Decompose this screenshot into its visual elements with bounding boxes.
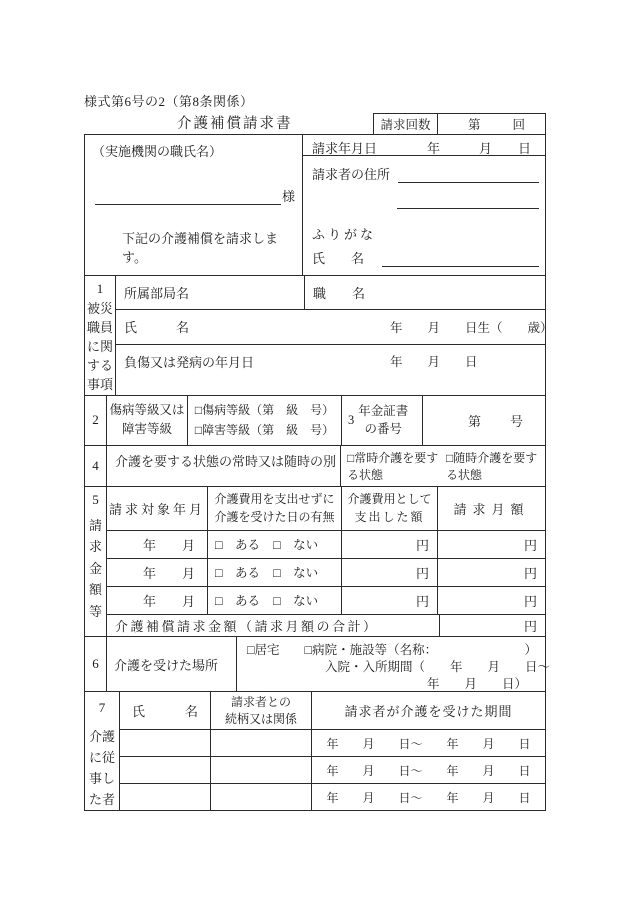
section-4-care-state bbox=[85, 446, 545, 487]
monthly-amount-cell[interactable]: 円 bbox=[523, 537, 537, 553]
injury-date-label: 負傷又は発病の年月日 bbox=[124, 354, 255, 370]
claimant-name-field[interactable] bbox=[382, 251, 539, 267]
claim-date-row bbox=[303, 135, 545, 156]
monthly-amount-cell[interactable]: 円 bbox=[523, 565, 537, 581]
employee-name-cell[interactable] bbox=[116, 310, 553, 345]
pension-number-suffix: 号 bbox=[509, 413, 523, 429]
employee-name-label: 氏 名 bbox=[124, 320, 190, 335]
relation-header-line2: 続柄又は関係 bbox=[224, 711, 297, 726]
admission-period-end-fields[interactable]: 年 月 日） bbox=[427, 677, 528, 692]
care-state-label: 介護を要する状態の常時又は随時の別 bbox=[107, 446, 341, 486]
pension-label-line2: の番号 bbox=[364, 422, 403, 437]
checkbox-occasional-care[interactable]: □随時介護を要する状態 bbox=[446, 450, 538, 482]
target-month-cell[interactable]: 年 月 bbox=[107, 587, 208, 614]
column-header-monthly-amount: 請求月額 bbox=[453, 501, 530, 517]
relation-header-line1: 請求者との bbox=[230, 694, 291, 709]
checkbox-home-hospital[interactable]: □居宅 □病院・施設等（名称： bbox=[247, 643, 438, 658]
section-2-number: 2 bbox=[85, 396, 107, 445]
checkbox-days-yes[interactable]: □ ある bbox=[215, 566, 261, 581]
checkbox-constant-care[interactable]: □常時介護を要する状態 bbox=[347, 450, 439, 482]
pension-label-line1: 年金証書 bbox=[358, 404, 409, 419]
claimant-address-field-1[interactable] bbox=[398, 166, 539, 183]
pension-number-cell[interactable] bbox=[423, 396, 545, 445]
claim-row-1 bbox=[107, 531, 545, 559]
paid-amount-cell[interactable]: 円 bbox=[342, 559, 438, 586]
caregiver-name-header-2: 名 bbox=[184, 704, 198, 720]
care-period-cell[interactable]: 年 月 日～ 年 月 日 bbox=[326, 790, 531, 805]
department-label: 所属部局名 bbox=[124, 285, 190, 301]
furigana-label: ふりがな bbox=[312, 227, 377, 242]
section-7-number: 7 bbox=[98, 700, 106, 716]
section-7-caregivers bbox=[85, 692, 545, 810]
injury-date-fields: 年 月 日 bbox=[390, 354, 478, 369]
paid-amount-cell[interactable]: 円 bbox=[342, 587, 438, 614]
care-period-cell[interactable]: 年 月 日～ 年 月 日 bbox=[326, 736, 531, 751]
care-period-header: 請求者が介護を受けた期間 bbox=[344, 704, 513, 720]
claim-count-value[interactable] bbox=[438, 114, 545, 134]
pension-number-prefix: 第 bbox=[468, 413, 482, 429]
column-header-paid-line2: 支出した額 bbox=[354, 510, 425, 525]
section-3-number: 3 bbox=[348, 412, 355, 427]
caregiver-name-cell[interactable] bbox=[120, 784, 211, 810]
position-cell[interactable] bbox=[305, 276, 545, 309]
declaration-text: 下記の介護補償を請求します。 bbox=[122, 231, 279, 265]
claimant-name-label: 氏 名 bbox=[312, 251, 365, 266]
top-section bbox=[85, 135, 545, 276]
caregiver-relation-cell[interactable] bbox=[211, 757, 312, 783]
section-6-number: 6 bbox=[85, 637, 107, 691]
month-label: 月 bbox=[479, 141, 493, 156]
claimant-box bbox=[303, 135, 545, 275]
claim-date-label: 請求年月日 bbox=[312, 141, 378, 156]
checkbox-days-yes[interactable]: □ ある bbox=[215, 538, 261, 553]
section-1-injured-employee bbox=[85, 276, 553, 397]
section-1-number: 1 bbox=[96, 280, 104, 296]
section-6-care-place bbox=[85, 637, 551, 692]
claim-count-label: 請求回数 bbox=[374, 114, 438, 134]
form-title: 介護補償請求書 bbox=[177, 116, 293, 132]
section-1-side-label: 被災職員に関する事項 bbox=[86, 300, 113, 392]
caregiver-row-2 bbox=[120, 757, 545, 784]
total-amount-label: 介護補償請求金額（請求月額の合計） bbox=[107, 615, 440, 636]
caregiver-name-header-1: 氏 bbox=[132, 704, 146, 720]
caregiver-relation-cell[interactable] bbox=[211, 730, 312, 756]
care-place-label: 介護を受けた場所 bbox=[107, 637, 237, 691]
claimant-address-label: 請求者の住所 bbox=[312, 167, 391, 182]
caregiver-row-1 bbox=[120, 730, 545, 757]
recipient-box bbox=[85, 135, 303, 275]
claim-count-box bbox=[373, 113, 546, 135]
facility-name-close-paren: ） bbox=[524, 643, 537, 658]
claim-count-suffix: 回 bbox=[512, 118, 525, 132]
admission-period-fields[interactable]: 入院・入所期間（ 年 月 日～ bbox=[325, 660, 551, 675]
recipient-name-field[interactable] bbox=[95, 190, 281, 205]
injury-date-cell[interactable] bbox=[116, 345, 545, 396]
section-2-3-grade-pension bbox=[85, 396, 545, 446]
column-header-target-month: 請求対象年月 bbox=[107, 487, 208, 530]
grade-label-line2: 障害等級 bbox=[121, 422, 172, 437]
section-5-number: 5 bbox=[92, 491, 99, 507]
department-cell[interactable] bbox=[116, 276, 305, 309]
checkbox-injury-grade[interactable]: □傷病等級（第 級 号） bbox=[194, 403, 335, 418]
year-label: 年 bbox=[427, 141, 441, 156]
total-amount-cell[interactable]: 円 bbox=[523, 618, 537, 634]
claim-count-prefix: 第 bbox=[468, 118, 481, 132]
checkbox-days-no[interactable]: □ ない bbox=[273, 538, 319, 553]
checkbox-days-no[interactable]: □ ない bbox=[273, 594, 319, 609]
section-4-number: 4 bbox=[85, 446, 107, 486]
day-label: 日 bbox=[518, 141, 532, 156]
grade-label-line1: 傷病等級又は bbox=[109, 403, 185, 418]
target-month-cell[interactable]: 年 月 bbox=[107, 559, 208, 586]
care-period-cell[interactable]: 年 月 日～ 年 月 日 bbox=[326, 763, 531, 778]
total-row bbox=[107, 615, 545, 636]
caregiver-row-3 bbox=[120, 784, 545, 810]
column-header-care-days-line1: 介護費用を支出せずに bbox=[214, 492, 335, 507]
caregiver-name-cell[interactable] bbox=[120, 757, 211, 783]
paid-amount-cell[interactable]: 円 bbox=[342, 531, 438, 558]
form-style-number: 様式第6号の2（第8条関係） bbox=[84, 94, 254, 109]
caregiver-relation-cell[interactable] bbox=[211, 784, 312, 810]
checkbox-days-no[interactable]: □ ない bbox=[273, 566, 319, 581]
checkbox-disability-grade[interactable]: □障害等級（第 級 号） bbox=[194, 423, 335, 438]
claim-row-3 bbox=[107, 587, 545, 615]
birth-date-fields: 年 月 日生（ 歳） bbox=[390, 320, 553, 335]
caregiver-name-cell[interactable] bbox=[120, 730, 211, 756]
section-5-claim-amount bbox=[85, 487, 545, 637]
monthly-amount-cell[interactable]: 円 bbox=[523, 593, 537, 609]
column-header-paid-line1: 介護費用として bbox=[347, 492, 432, 507]
checkbox-days-yes[interactable]: □ ある bbox=[215, 594, 261, 609]
claimant-address-field-2[interactable] bbox=[397, 183, 539, 209]
position-label: 職 名 bbox=[313, 285, 366, 301]
column-header-care-days-line2: 介護を受けた日の有無 bbox=[214, 510, 335, 525]
honorific-label: 様 bbox=[282, 189, 296, 204]
section-7-side-label: 介護に従事した者 bbox=[88, 729, 115, 808]
target-month-cell[interactable]: 年 月 bbox=[107, 531, 208, 558]
recipient-org-label: （実施機関の職氏名） bbox=[92, 144, 223, 159]
claim-row-2 bbox=[107, 559, 545, 587]
form-table bbox=[84, 134, 553, 811]
section-5-side-label: 請求金額等 bbox=[88, 517, 102, 619]
